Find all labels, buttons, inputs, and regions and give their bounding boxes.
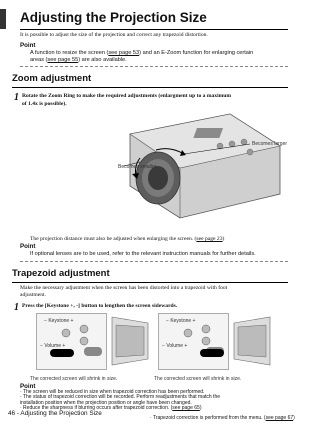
trapezoid-rule — [12, 282, 288, 283]
zoom-step-line1: Rotate the Zoom Ring to make the required adjustments (enlargment up to a maximum — [22, 93, 232, 99]
point1-line2: areas (see page 55) are also available. — [30, 57, 127, 63]
title-rule — [20, 29, 288, 30]
bullet-4: · Reduce the sharpness if blurring occurs after trapezoid correction. (see page 65) — [20, 405, 202, 412]
trapezoid-step-number: 1 — [14, 302, 19, 313]
volume-label-right: − Volume + — [162, 343, 188, 349]
caption-left: The corrected screen will shrink in size. — [30, 376, 118, 382]
zoom-note: The projection distance must also be adjusted when enlarging the screen. (see page 23) — [30, 236, 225, 242]
trapezoid-intro-line1: Make the necessary adjustment when the screen has been distorted into a trapezoid with foot — [20, 285, 228, 291]
keystone-panel-left — [36, 313, 150, 375]
trapezoid-heading: Trapezoid adjustment — [12, 268, 110, 279]
link-page-67[interactable]: see page 67 — [265, 415, 294, 421]
point-label: Point — [20, 42, 36, 49]
trapezoid-intro-line2: adjustment. — [20, 292, 46, 298]
label-becomes-smaller: Becomes smaller — [118, 164, 157, 170]
zoom-point-label: Point — [20, 243, 36, 250]
zoom-step-line2: of 1.4x is possible). — [22, 101, 67, 107]
trapezoid-point-label: Point — [20, 383, 36, 390]
volume-label-left: − Volume + — [40, 343, 66, 349]
divider — [20, 66, 288, 67]
zoom-rule — [12, 87, 288, 88]
point1-line1: A function to resize the screen (see page 53) and an E-Zoom function for enlarging certain — [30, 50, 254, 56]
link-page-53[interactable]: see page 53 — [108, 50, 140, 56]
trapezoid-step-text: Press the [Keystone +, -] button to lengthen the screen sidewards. — [22, 303, 178, 309]
keystone-panel-right — [158, 313, 272, 375]
divider — [20, 261, 288, 262]
bullet-5: · Trapezoid correction is performed from the menu. (see page 67) — [150, 415, 295, 421]
keystone-label-right: − Keystone + — [166, 318, 196, 324]
page-title: Adjusting the Projection Size — [20, 10, 207, 25]
intro-text: It is possible to adjust the size of the projection and correct any trapezoid distortion. — [20, 32, 208, 38]
zoom-point-text: If optional lenses are to be used, refer to the relevant instruction manuals for further details. — [30, 251, 256, 257]
projector-zoom-illustration — [110, 106, 286, 234]
link-page-65[interactable]: see page 65 — [172, 405, 200, 412]
link-page-55[interactable]: see page 55 — [47, 57, 79, 63]
title-accent-bar — [0, 9, 6, 29]
label-becomes-larger: Becomes larger — [252, 141, 288, 147]
bullet-1: · The screen will be reduced in size when trapezoid correction has been performed. — [20, 389, 205, 395]
page-footer: 46 - Adjusting the Projection Size — [8, 410, 102, 417]
trapezoid-point-bullets — [20, 390, 220, 412]
link-page-23[interactable]: see page 23 — [196, 236, 223, 242]
caption-right: The corrected screen will shrink in size. — [154, 376, 242, 382]
keystone-button-left[interactable] — [50, 349, 74, 357]
keystone-button-right[interactable] — [200, 349, 224, 357]
zoom-heading: Zoom adjustment — [12, 73, 92, 84]
bullet-3: installation position when the projection position or angle have been changed. — [20, 399, 192, 406]
zoom-step-number: 1 — [14, 92, 19, 103]
keystone-label-left: − Keystone + — [44, 318, 74, 324]
bullet-2: · The status of trapezoid correction will be recorded. Perform readjustments that match the — [20, 394, 220, 401]
